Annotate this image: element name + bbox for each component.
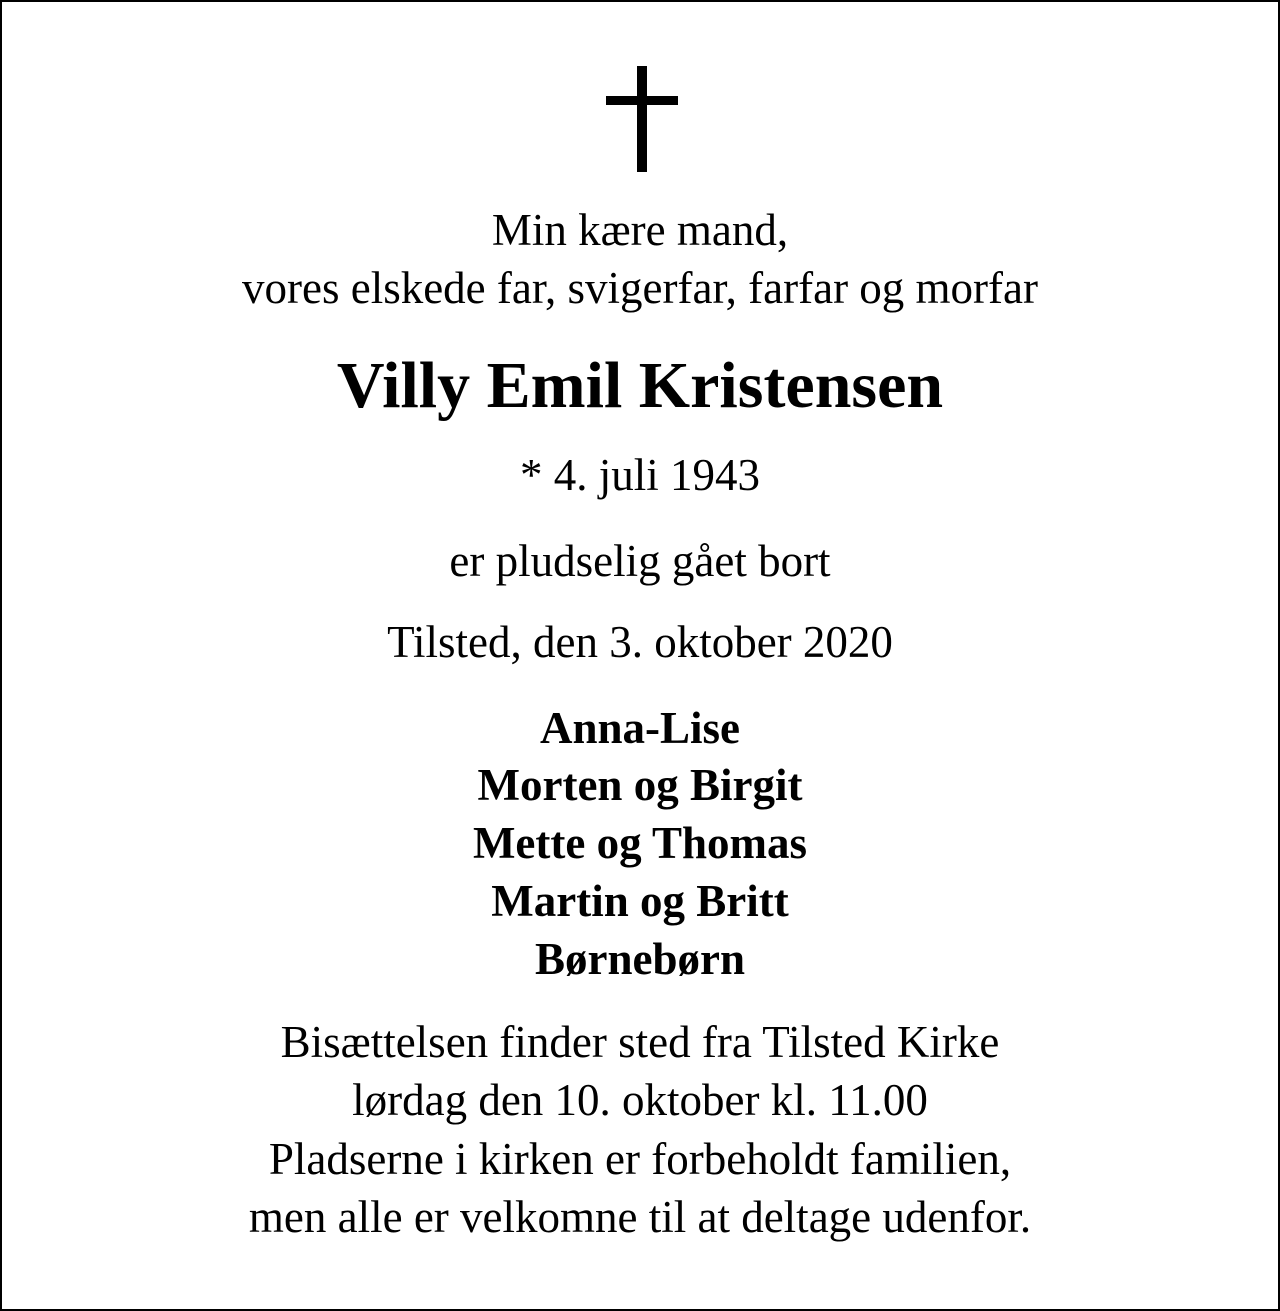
service-line-2: lørdag den 10. oktober kl. 11.00 xyxy=(352,1075,928,1125)
family-member: Martin og Britt xyxy=(491,876,789,926)
passed-away-text: er pludselig gået bort xyxy=(449,536,831,586)
service-line-1: Bisættelsen finder sted fra Tilsted Kirke xyxy=(280,1017,1000,1067)
latin-cross-icon xyxy=(606,66,678,172)
birth-date: * 4. juli 1943 xyxy=(519,450,760,500)
family-member: Anna-Lise xyxy=(539,703,741,753)
service-line-3: Pladserne i kirken er forbeholdt familien, xyxy=(268,1134,1012,1184)
service-line-4: men alle er velkomne til at deltage udenfor. xyxy=(248,1192,1032,1242)
place-and-date: Tilsted, den 3. oktober 2020 xyxy=(387,617,893,667)
intro-line-1: Min kære mand, xyxy=(491,205,789,255)
family-member: Mette og Thomas xyxy=(472,818,808,868)
intro-line-2: vores elskede far, svigerfar, farfar og morfar xyxy=(242,263,1038,313)
family-member: Morten og Birgit xyxy=(477,760,803,810)
family-member: Børnebørn xyxy=(534,934,745,984)
deceased-name: Villy Emil Kristensen xyxy=(336,349,944,422)
